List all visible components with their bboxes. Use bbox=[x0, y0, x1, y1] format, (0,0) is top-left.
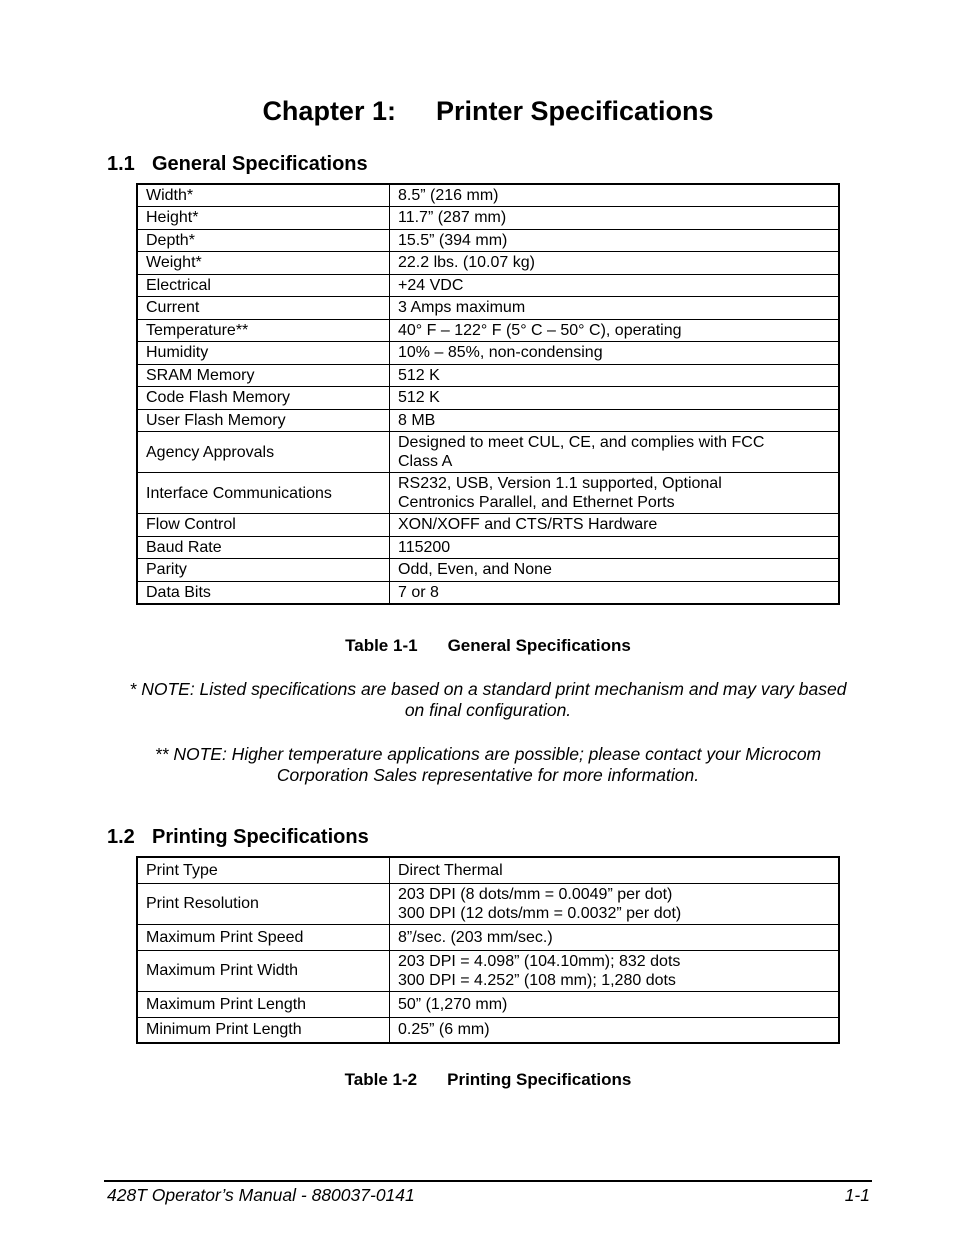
note-temperature: ** NOTE: Higher temperature applications are possible; please contact your Microcom Corporation Sales representative for more information. bbox=[154, 744, 822, 785]
spec-value bbox=[390, 559, 840, 582]
section-title: General Specifications bbox=[152, 153, 368, 175]
table-row bbox=[137, 924, 839, 950]
spec-value-line: 8”/sec. (203 mm/sec.) bbox=[398, 928, 553, 946]
spec-value-line: 512 K bbox=[398, 389, 440, 407]
spec-value bbox=[390, 229, 840, 252]
spec-value-line: 11.7” (287 mm) bbox=[398, 209, 507, 227]
spec-value-line: 8 MB bbox=[398, 411, 436, 429]
spec-value-line: Centronics Parallel, and Ethernet Ports bbox=[398, 494, 675, 511]
chapter-name: Printer Specifications bbox=[435, 96, 714, 126]
table-row bbox=[137, 229, 839, 252]
spec-value-line: Direct Thermal bbox=[398, 861, 503, 879]
table-row bbox=[137, 274, 839, 297]
spec-value-line: XON/XOFF and CTS/RTS Hardware bbox=[398, 516, 658, 534]
table-row bbox=[137, 857, 839, 883]
spec-value bbox=[390, 536, 840, 559]
spec-label: Depth* bbox=[137, 229, 390, 252]
spec-label: Maximum Print Width bbox=[137, 950, 390, 991]
chapter-label: Chapter 1: bbox=[262, 96, 396, 126]
table-row bbox=[137, 364, 839, 387]
spec-value bbox=[390, 950, 840, 991]
table-caption-printing bbox=[0, 1070, 954, 1090]
table-row bbox=[137, 387, 839, 410]
table-row bbox=[137, 342, 839, 365]
table-row bbox=[137, 319, 839, 342]
spec-value-line: 300 DPI (12 dots/mm = 0.0032” per dot) bbox=[398, 904, 682, 922]
table-row bbox=[137, 297, 839, 320]
caption-label: Table 1-2 bbox=[344, 1070, 418, 1089]
spec-label: Height* bbox=[137, 207, 390, 230]
spec-value bbox=[390, 514, 840, 537]
spec-value-line: 10% – 85%, non-condensing bbox=[398, 344, 603, 362]
table-row bbox=[137, 559, 839, 582]
section-heading-printing bbox=[107, 826, 369, 849]
spec-value bbox=[390, 364, 840, 387]
table-row bbox=[137, 950, 839, 991]
spec-value-line: 7 or 8 bbox=[398, 583, 439, 601]
footer-page-number: 1-1 bbox=[844, 1185, 870, 1205]
spec-label: SRAM Memory bbox=[137, 364, 390, 387]
printing-specifications-table bbox=[136, 856, 840, 1044]
note-dimensions: * NOTE: Listed specifications are based on a standard print mechanism and may vary based on final configuration. bbox=[129, 679, 847, 720]
spec-label: Interface Communications bbox=[137, 473, 390, 514]
section-number: 1.1 bbox=[107, 153, 135, 175]
table-row bbox=[137, 184, 839, 207]
spec-value bbox=[390, 1017, 840, 1043]
spec-label: Temperature** bbox=[137, 319, 390, 342]
spec-label: Maximum Print Length bbox=[137, 991, 390, 1017]
spec-label: Parity bbox=[137, 559, 390, 582]
spec-value bbox=[390, 432, 840, 473]
spec-value-line: Designed to meet CUL, CE, and complies with FCC bbox=[398, 434, 765, 451]
spec-label: Data Bits bbox=[137, 581, 390, 604]
table-row bbox=[137, 1017, 839, 1043]
spec-value-line: 512 K bbox=[398, 366, 440, 384]
spec-value bbox=[390, 991, 840, 1017]
spec-value bbox=[390, 342, 840, 365]
spec-value bbox=[390, 924, 840, 950]
spec-value bbox=[390, 409, 840, 432]
spec-label: Print Type bbox=[137, 857, 390, 883]
caption-label: Table 1-1 bbox=[345, 636, 418, 655]
chapter-title bbox=[0, 96, 954, 127]
caption-title: General Specifications bbox=[447, 636, 631, 655]
spec-value-line: 203 DPI = 4.098” (104.10mm); 832 dots bbox=[398, 952, 681, 970]
spec-value-line: 50” (1,270 mm) bbox=[398, 995, 508, 1013]
spec-value bbox=[390, 252, 840, 275]
table-row bbox=[137, 252, 839, 275]
spec-value-line: 15.5” (394 mm) bbox=[398, 231, 508, 249]
spec-value-line: 3 Amps maximum bbox=[398, 299, 526, 317]
spec-label: Minimum Print Length bbox=[137, 1017, 390, 1043]
spec-value bbox=[390, 297, 840, 320]
section-number: 1.2 bbox=[107, 826, 135, 848]
footer-manual-title: 428T Operator’s Manual - 880037-0141 bbox=[107, 1185, 415, 1205]
caption-title: Printing Specifications bbox=[447, 1070, 632, 1089]
spec-value-line: 115200 bbox=[398, 538, 451, 556]
table-row bbox=[137, 581, 839, 604]
spec-label: Electrical bbox=[137, 274, 390, 297]
table-row bbox=[137, 409, 839, 432]
spec-label: Humidity bbox=[137, 342, 390, 365]
spec-value bbox=[390, 857, 840, 883]
spec-value bbox=[390, 883, 840, 924]
spec-value-line: +24 VDC bbox=[398, 276, 464, 294]
spec-value-line: Class A bbox=[398, 453, 453, 470]
spec-value bbox=[390, 473, 840, 514]
general-specifications-table bbox=[136, 183, 840, 605]
spec-label: Print Resolution bbox=[137, 883, 390, 924]
spec-value-line: 0.25” (6 mm) bbox=[398, 1021, 490, 1039]
table-row bbox=[137, 514, 839, 537]
spec-label: Weight* bbox=[137, 252, 390, 275]
spec-value-line: 22.2 lbs. (10.07 kg) bbox=[398, 254, 535, 272]
spec-value bbox=[390, 387, 840, 410]
table-row bbox=[137, 432, 839, 473]
table-caption-general bbox=[0, 636, 954, 656]
spec-value-line: 40° F – 122° F (5° C – 50° C), operating bbox=[398, 321, 682, 339]
table-row bbox=[137, 883, 839, 924]
table-row bbox=[137, 536, 839, 559]
spec-value bbox=[390, 581, 840, 604]
section-heading-general bbox=[107, 153, 368, 176]
spec-value-line: 8.5” (216 mm) bbox=[398, 187, 499, 204]
spec-label: Agency Approvals bbox=[137, 432, 390, 473]
spec-value-line: 203 DPI (8 dots/mm = 0.0049” per dot) bbox=[398, 885, 673, 903]
spec-label: Flow Control bbox=[137, 514, 390, 537]
table-row bbox=[137, 991, 839, 1017]
spec-value-line: RS232, USB, Version 1.1 supported, Optional bbox=[398, 475, 722, 492]
spec-value bbox=[390, 319, 840, 342]
spec-value bbox=[390, 184, 840, 207]
spec-label: Code Flash Memory bbox=[137, 387, 390, 410]
section-title: Printing Specifications bbox=[152, 826, 369, 848]
table-row bbox=[137, 207, 839, 230]
spec-label: Maximum Print Speed bbox=[137, 924, 390, 950]
spec-label: Width* bbox=[137, 184, 390, 207]
spec-label: Baud Rate bbox=[137, 536, 390, 559]
spec-value bbox=[390, 274, 840, 297]
footer-rule bbox=[104, 1180, 872, 1182]
spec-value-line: Odd, Even, and None bbox=[398, 561, 552, 579]
spec-value bbox=[390, 207, 840, 230]
table-row bbox=[137, 473, 839, 514]
spec-label: Current bbox=[137, 297, 390, 320]
spec-label: User Flash Memory bbox=[137, 409, 390, 432]
spec-value-line: 300 DPI = 4.252” (108 mm); 1,280 dots bbox=[398, 971, 676, 989]
